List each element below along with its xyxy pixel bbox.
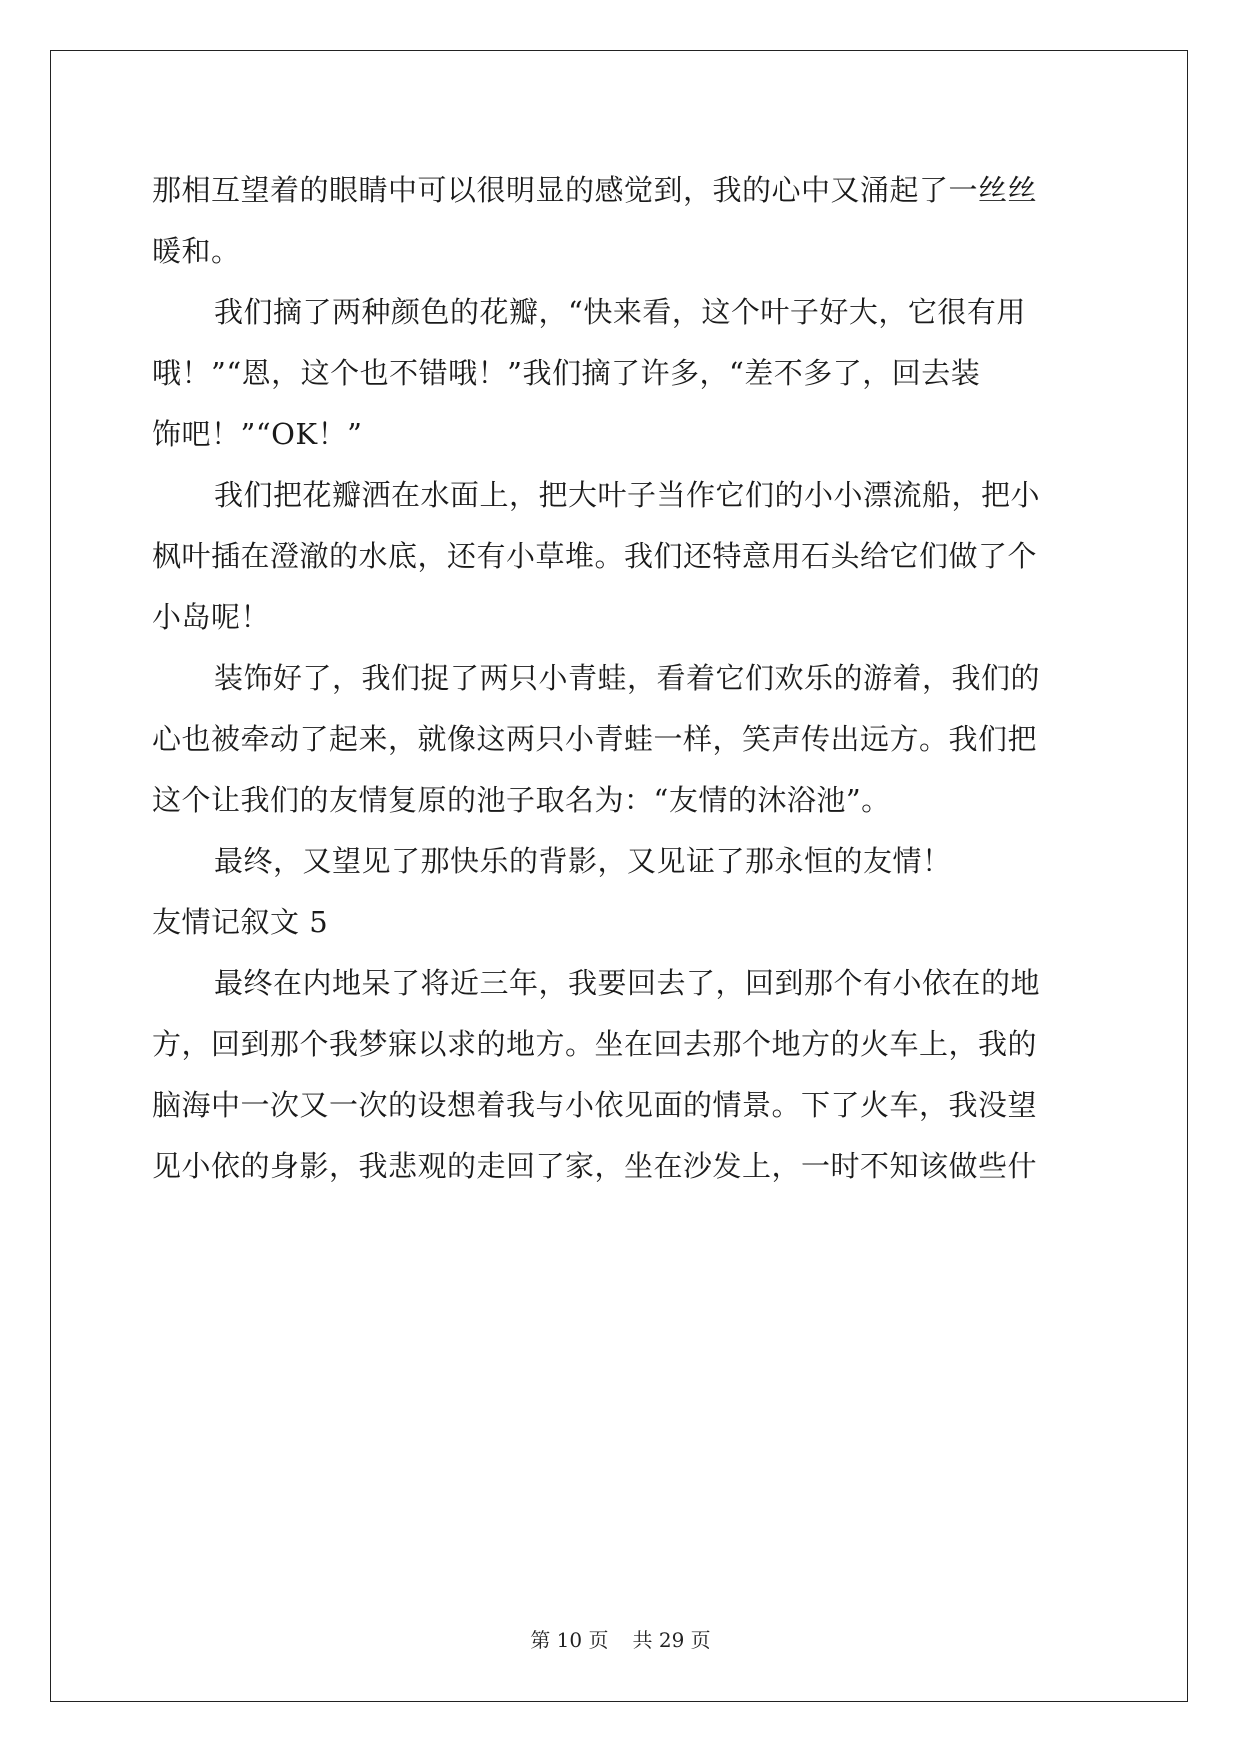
document-body xyxy=(152,160,1086,1197)
text-line: 这个让我们的友情复原的池子取名为：“友情的沐浴池”。 xyxy=(152,783,891,817)
current-page-number: 第 10 页 xyxy=(530,1628,609,1652)
paragraph-start-line: 我们把花瓣洒在水面上，把大叶子当作它们的小小漂流船，把小 xyxy=(214,478,1041,512)
text-line: 小岛呢！ xyxy=(152,600,271,634)
text-line: 见小依的身影，我悲观的走回了家，坐在沙发上，一时不知该做些什 xyxy=(152,1149,1038,1183)
paragraph-start-line: 最终在内地呆了将近三年，我要回去了，回到那个有小依在的地 xyxy=(214,966,1041,1000)
page-footer xyxy=(0,1624,1241,1653)
text-line: 饰吧！”“OK！” xyxy=(152,417,363,451)
text-line: 暖和。 xyxy=(152,234,241,268)
paragraph-start-line: 我们摘了两种颜色的花瓣，“快来看，这个叶子好大，它很有用 xyxy=(214,295,1026,329)
text-line: 脑海中一次又一次的设想着我与小依见面的情景。下了火车，我没望 xyxy=(152,1088,1038,1122)
total-page-count: 共 29 页 xyxy=(632,1628,711,1652)
text-line: 哦！”“恩，这个也不错哦！”我们摘了许多，“差不多了，回去装 xyxy=(152,356,981,390)
section-heading: 友情记叙文 5 xyxy=(152,905,329,939)
text-line: 那相互望着的眼睛中可以很明显的感觉到，我的心中又涌起了一丝丝 xyxy=(152,173,1038,207)
text-line: 方，回到那个我梦寐以求的地方。坐在回去那个地方的火车上，我的 xyxy=(152,1027,1038,1061)
paragraph-start-line: 最终，又望见了那快乐的背影，又见证了那永恒的友情！ xyxy=(214,844,952,878)
paragraph-start-line: 装饰好了，我们捉了两只小青蛙，看着它们欢乐的游着，我们的 xyxy=(214,661,1041,695)
text-line: 心也被牵动了起来，就像这两只小青蛙一样，笑声传出远方。我们把 xyxy=(152,722,1038,756)
text-line: 枫叶插在澄澈的水底，还有小草堆。我们还特意用石头给它们做了个 xyxy=(152,539,1038,573)
